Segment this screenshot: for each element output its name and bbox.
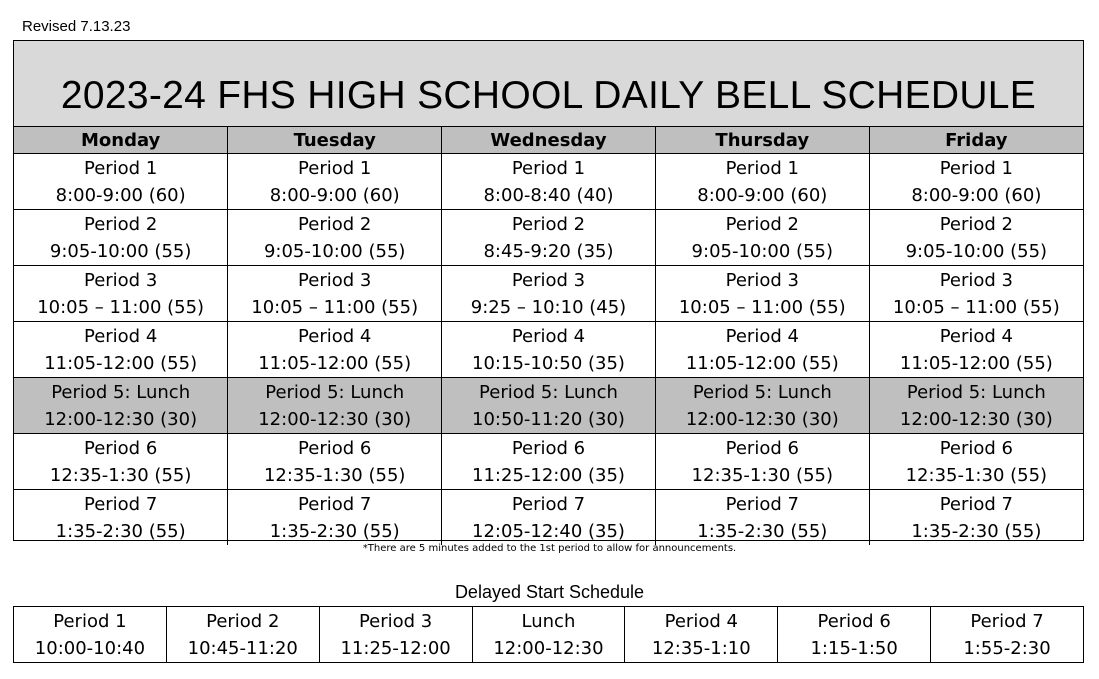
delayed-period-label: Lunch	[521, 610, 576, 632]
period-time: 10:05 – 11:00 (55)	[892, 296, 1060, 318]
schedule-cell	[655, 378, 869, 434]
period-time: 10:50-11:20 (30)	[472, 408, 625, 430]
period-label: Period 3	[939, 269, 1013, 291]
period-time: 12:00-12:30 (30)	[258, 408, 412, 430]
period-label: Period 6	[83, 437, 158, 459]
schedule-cell	[869, 434, 1083, 490]
schedule-cell	[869, 266, 1083, 322]
day-header-row	[14, 127, 1083, 154]
delayed-period-label: Period 2	[206, 610, 280, 632]
period-time: 11:05-12:00 (55)	[258, 352, 412, 374]
period-label: Period 4	[511, 325, 586, 347]
delayed-schedule-row	[14, 607, 1084, 663]
period-label: Period 7	[511, 493, 586, 515]
schedule-cell	[14, 490, 228, 546]
period-time: 10:05 – 11:00 (55)	[678, 296, 846, 318]
schedule-cell	[869, 154, 1083, 210]
period-label: Period 3	[298, 269, 372, 291]
period-time: 1:35-2:30 (55)	[697, 520, 828, 542]
schedule-cell	[869, 378, 1083, 434]
period-time: 9:05-10:00 (55)	[263, 240, 406, 262]
period-time: 8:00-9:00 (60)	[55, 184, 186, 206]
period-time: 8:00-9:00 (60)	[911, 184, 1042, 206]
period-time: 8:00-9:00 (60)	[697, 184, 828, 206]
period-label: Period 3	[83, 269, 158, 291]
schedule-cell	[442, 490, 656, 546]
schedule-cell	[14, 378, 228, 434]
schedule-cell	[14, 210, 228, 266]
period-time: 11:05-12:00 (55)	[44, 352, 198, 374]
delayed-period-time: 1:55-2:30	[963, 637, 1051, 659]
period-time: 10:05 – 11:00 (55)	[251, 296, 419, 318]
schedule-cell	[442, 322, 656, 378]
bell-schedule-box	[13, 40, 1084, 541]
schedule-cell	[228, 266, 442, 322]
period-label: Period 7	[725, 493, 799, 515]
day-header-friday: Friday	[869, 127, 1083, 154]
period-label: Period 7	[298, 493, 372, 515]
day-header-wednesday: Wednesday	[442, 127, 656, 154]
period-time: 12:00-12:30 (30)	[899, 408, 1053, 430]
period-label: Period 1	[725, 157, 799, 179]
schedule-cell	[869, 322, 1083, 378]
period-label: Period 6	[725, 437, 799, 459]
period-label: Period 2	[939, 213, 1013, 235]
period-time: 8:00-9:00 (60)	[269, 184, 400, 206]
schedule-cell	[228, 154, 442, 210]
period-label: Period 7	[83, 493, 158, 515]
period-row	[14, 434, 1083, 490]
period-label: Period 7	[939, 493, 1013, 515]
period-row	[14, 266, 1083, 322]
period-label: Period 1	[83, 157, 158, 179]
period-time: 9:05-10:00 (55)	[905, 240, 1048, 262]
day-header-monday: Monday	[14, 127, 228, 154]
period-time: 11:05-12:00 (55)	[899, 352, 1053, 374]
delayed-cell	[166, 607, 319, 663]
period-time: 10:05 – 11:00 (55)	[37, 296, 205, 318]
period-time: 12:05-12:40 (35)	[472, 520, 625, 542]
period-label: Period 4	[83, 325, 158, 347]
delayed-cell	[14, 607, 167, 663]
delayed-period-time: 10:45-11:20	[187, 637, 298, 659]
delayed-period-label: Period 7	[970, 610, 1044, 632]
period-label: Period 4	[725, 325, 799, 347]
schedule-cell	[869, 210, 1083, 266]
lunch-row	[14, 378, 1083, 434]
delayed-period-time: 12:00-12:30	[493, 637, 604, 659]
period-label: Period 6	[511, 437, 586, 459]
schedule-cell	[14, 434, 228, 490]
period-label: Period 1	[298, 157, 372, 179]
period-label: Period 3	[511, 269, 586, 291]
period-label: Period 5: Lunch	[51, 381, 191, 403]
schedule-cell	[14, 266, 228, 322]
daily-schedule-table	[14, 127, 1083, 545]
delayed-period-time: 11:25-12:00	[340, 637, 451, 659]
period-time: 1:35-2:30 (55)	[269, 520, 400, 542]
period-label: Period 5: Lunch	[906, 381, 1046, 403]
day-header-tuesday: Tuesday	[228, 127, 442, 154]
schedule-cell	[442, 434, 656, 490]
schedule-cell	[869, 490, 1083, 546]
delayed-period-label: Period 1	[53, 610, 127, 632]
period-time: 1:35-2:30 (55)	[911, 520, 1042, 542]
schedule-cell	[655, 322, 869, 378]
period-time: 9:25 – 10:10 (45)	[470, 296, 627, 318]
period-time: 10:15-10:50 (35)	[472, 352, 625, 374]
period-time: 12:35-1:30 (55)	[49, 464, 192, 486]
period-time: 12:00-12:30 (30)	[44, 408, 198, 430]
period-label: Period 5: Lunch	[479, 381, 618, 403]
delayed-cell	[778, 607, 931, 663]
delayed-cell	[625, 607, 778, 663]
delayed-schedule-table	[13, 606, 1084, 663]
period-label: Period 2	[511, 213, 586, 235]
footnote: *There are 5 minutes added to the 1st period to allow for announcements.	[362, 543, 737, 554]
period-time: 12:00-12:30 (30)	[685, 408, 839, 430]
delayed-schedule-title: Delayed Start Schedule	[454, 582, 645, 602]
period-row	[14, 210, 1083, 266]
period-time: 11:25-12:00 (35)	[472, 464, 625, 486]
period-time: 1:35-2:30 (55)	[55, 520, 186, 542]
period-label: Period 6	[298, 437, 372, 459]
period-row	[14, 154, 1083, 210]
schedule-cell	[228, 490, 442, 546]
delayed-period-label: Period 3	[358, 610, 433, 632]
period-row	[14, 322, 1083, 378]
schedule-cell	[442, 378, 656, 434]
schedule-cell	[228, 322, 442, 378]
period-label: Period 1	[511, 157, 586, 179]
title-band	[14, 41, 1083, 127]
period-time: 8:00-8:40 (40)	[483, 184, 614, 206]
schedule-cell	[655, 210, 869, 266]
schedule-cell	[14, 154, 228, 210]
period-label: Period 2	[298, 213, 372, 235]
period-time: 9:05-10:00 (55)	[691, 240, 834, 262]
period-label: Period 4	[939, 325, 1013, 347]
period-label: Period 2	[83, 213, 158, 235]
schedule-cell	[228, 434, 442, 490]
period-label: Period 2	[725, 213, 799, 235]
period-time: 11:05-12:00 (55)	[685, 352, 839, 374]
schedule-cell	[655, 266, 869, 322]
period-time: 8:45-9:20 (35)	[483, 240, 614, 262]
revision-note: Revised 7.13.23	[22, 18, 131, 35]
delayed-cell	[472, 607, 625, 663]
period-label: Period 1	[939, 157, 1013, 179]
period-time: 12:35-1:30 (55)	[263, 464, 406, 486]
schedule-cell	[655, 154, 869, 210]
period-label: Period 5: Lunch	[692, 381, 832, 403]
schedule-cell	[442, 210, 656, 266]
period-label: Period 3	[725, 269, 799, 291]
period-label: Period 6	[939, 437, 1013, 459]
page-title: 2023-24 FHS HIGH SCHOOL DAILY BELL SCHEDULE	[60, 74, 1037, 117]
period-row	[14, 490, 1083, 546]
schedule-cell	[442, 154, 656, 210]
delayed-period-time: 10:00-10:40	[34, 637, 146, 659]
schedule-cell	[442, 266, 656, 322]
schedule-cell	[228, 378, 442, 434]
day-header-thursday: Thursday	[655, 127, 869, 154]
delayed-period-time: 1:15-1:50	[810, 637, 898, 659]
schedule-cell	[655, 434, 869, 490]
period-time: 12:35-1:30 (55)	[691, 464, 834, 486]
period-time: 9:05-10:00 (55)	[49, 240, 192, 262]
period-label: Period 5: Lunch	[265, 381, 405, 403]
period-label: Period 4	[298, 325, 372, 347]
period-time: 12:35-1:30 (55)	[905, 464, 1048, 486]
delayed-period-label: Period 6	[817, 610, 891, 632]
schedule-cell	[228, 210, 442, 266]
delayed-cell	[319, 607, 472, 663]
schedule-cell	[14, 322, 228, 378]
schedule-cell	[655, 490, 869, 546]
delayed-period-label: Period 4	[664, 610, 738, 632]
delayed-cell	[931, 607, 1084, 663]
delayed-period-time: 12:35-1:10	[651, 637, 751, 659]
